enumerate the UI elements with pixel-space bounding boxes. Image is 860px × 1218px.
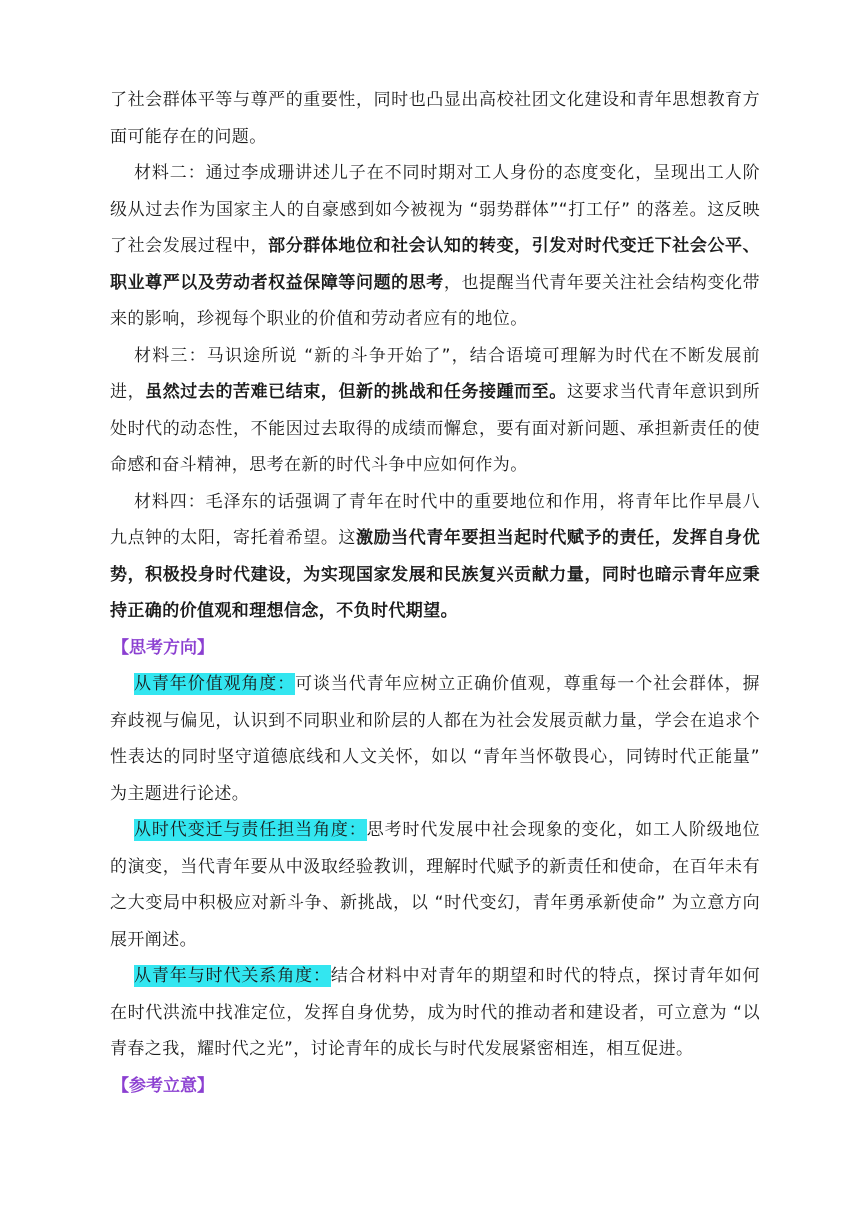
text-run: 思考时代发展中社会现象的变化，如工人阶级地位的演变，当代青年要从中汲取经验教训，理解时代赋予的新责任和使命，在百年未有之大变局中积极应对新斗争、新挑战，以 “时代变幻，青年勇承新使命” 为立意方向展开阐述。 — [110, 820, 760, 950]
paragraph-material-four — [110, 484, 760, 630]
highlighted-label: 从时代变迁与责任担当角度： — [134, 820, 367, 840]
text-run: 材料二：通过李成珊讲述儿子在不同时期对工人身份的态度变化，呈现出工人阶级从过去作为国家主人的自豪感到如今被视为 “弱势群体”“打工仔” 的落差。这反映了社会发展过程中， — [110, 163, 760, 256]
highlighted-label: 从青年价值观角度： — [134, 674, 296, 694]
text-run: 材料三：马识途所说 “新的斗争开始了”，结合语境可理解为时代在不断发展前进， — [110, 345, 760, 402]
direction-paragraph-youth-era — [110, 958, 760, 1068]
bold-text-run: 部分群体地位和社会认知的转变，引发对时代变迁下社会公平、职业尊严以及劳动者权益保障等问题的思考 — [110, 236, 760, 293]
text-run: ，也提醒当代青年要关注社会结构变化带来的影响，珍视每个职业的价值和劳动者应有的地位。 — [110, 272, 760, 329]
text-run: 材料四：毛泽东的话强调了青年在时代中的重要地位和作用，将青年比作早晨八九点钟的太阳，寄托着希望。这 — [110, 491, 760, 548]
text-run: 可谈当代青年应树立正确价值观，尊重每一个社会群体，摒弃歧视与偏见，认识到不同职业和阶层的人都在为社会发展贡献力量，学会在追求个性表达的同时坚守道德底线和人文关怀，如以 “青年当怀敬畏心，同铸时代正能量” 为主题进行论述。 — [110, 674, 760, 804]
paragraph-material-one-tail — [110, 82, 760, 155]
text-run: 了社会群体平等与尊严的重要性，同时也凸显出高校社团文化建设和青年思想教育方面可能存在的问题。 — [110, 90, 760, 147]
paragraph-material-two — [110, 155, 760, 338]
text-run: 结合材料中对青年的期望和时代的特点，探讨青年如何在时代洪流中找准定位，发挥自身优势，成为时代的推动者和建设者，可立意为 “以青春之我，耀时代之光”，讨论青年的成长与时代发展紧密相连，相互促进。 — [110, 966, 760, 1059]
document-body — [110, 82, 760, 1104]
direction-paragraph-values — [110, 666, 760, 812]
direction-paragraph-era-change — [110, 812, 760, 958]
bold-text-run: 激励当代青年要担当起时代赋予的责任，发挥自身优势，积极投身时代建设，为实现国家发展和民族复兴贡献力量，同时也暗示青年应秉持正确的价值观和理想信念，不负时代期望。 — [110, 528, 760, 621]
highlighted-label: 从青年与时代关系角度： — [134, 966, 331, 986]
bold-text-run: 虽然过去的苦难已结束，但新的挑战和任务接踵而至。 — [145, 382, 567, 402]
heading-thinking-direction: 【思考方向】 — [112, 637, 214, 658]
paragraph-material-three — [110, 338, 760, 484]
heading-reference-theme: 【参考立意】 — [112, 1075, 214, 1096]
text-run: 这要求当代青年意识到所处时代的动态性，不能因过去取得的成绩而懈怠，要有面对新问题、承担新责任的使命感和奋斗精神，思考在新的时代斗争中应如何作为。 — [110, 382, 760, 475]
